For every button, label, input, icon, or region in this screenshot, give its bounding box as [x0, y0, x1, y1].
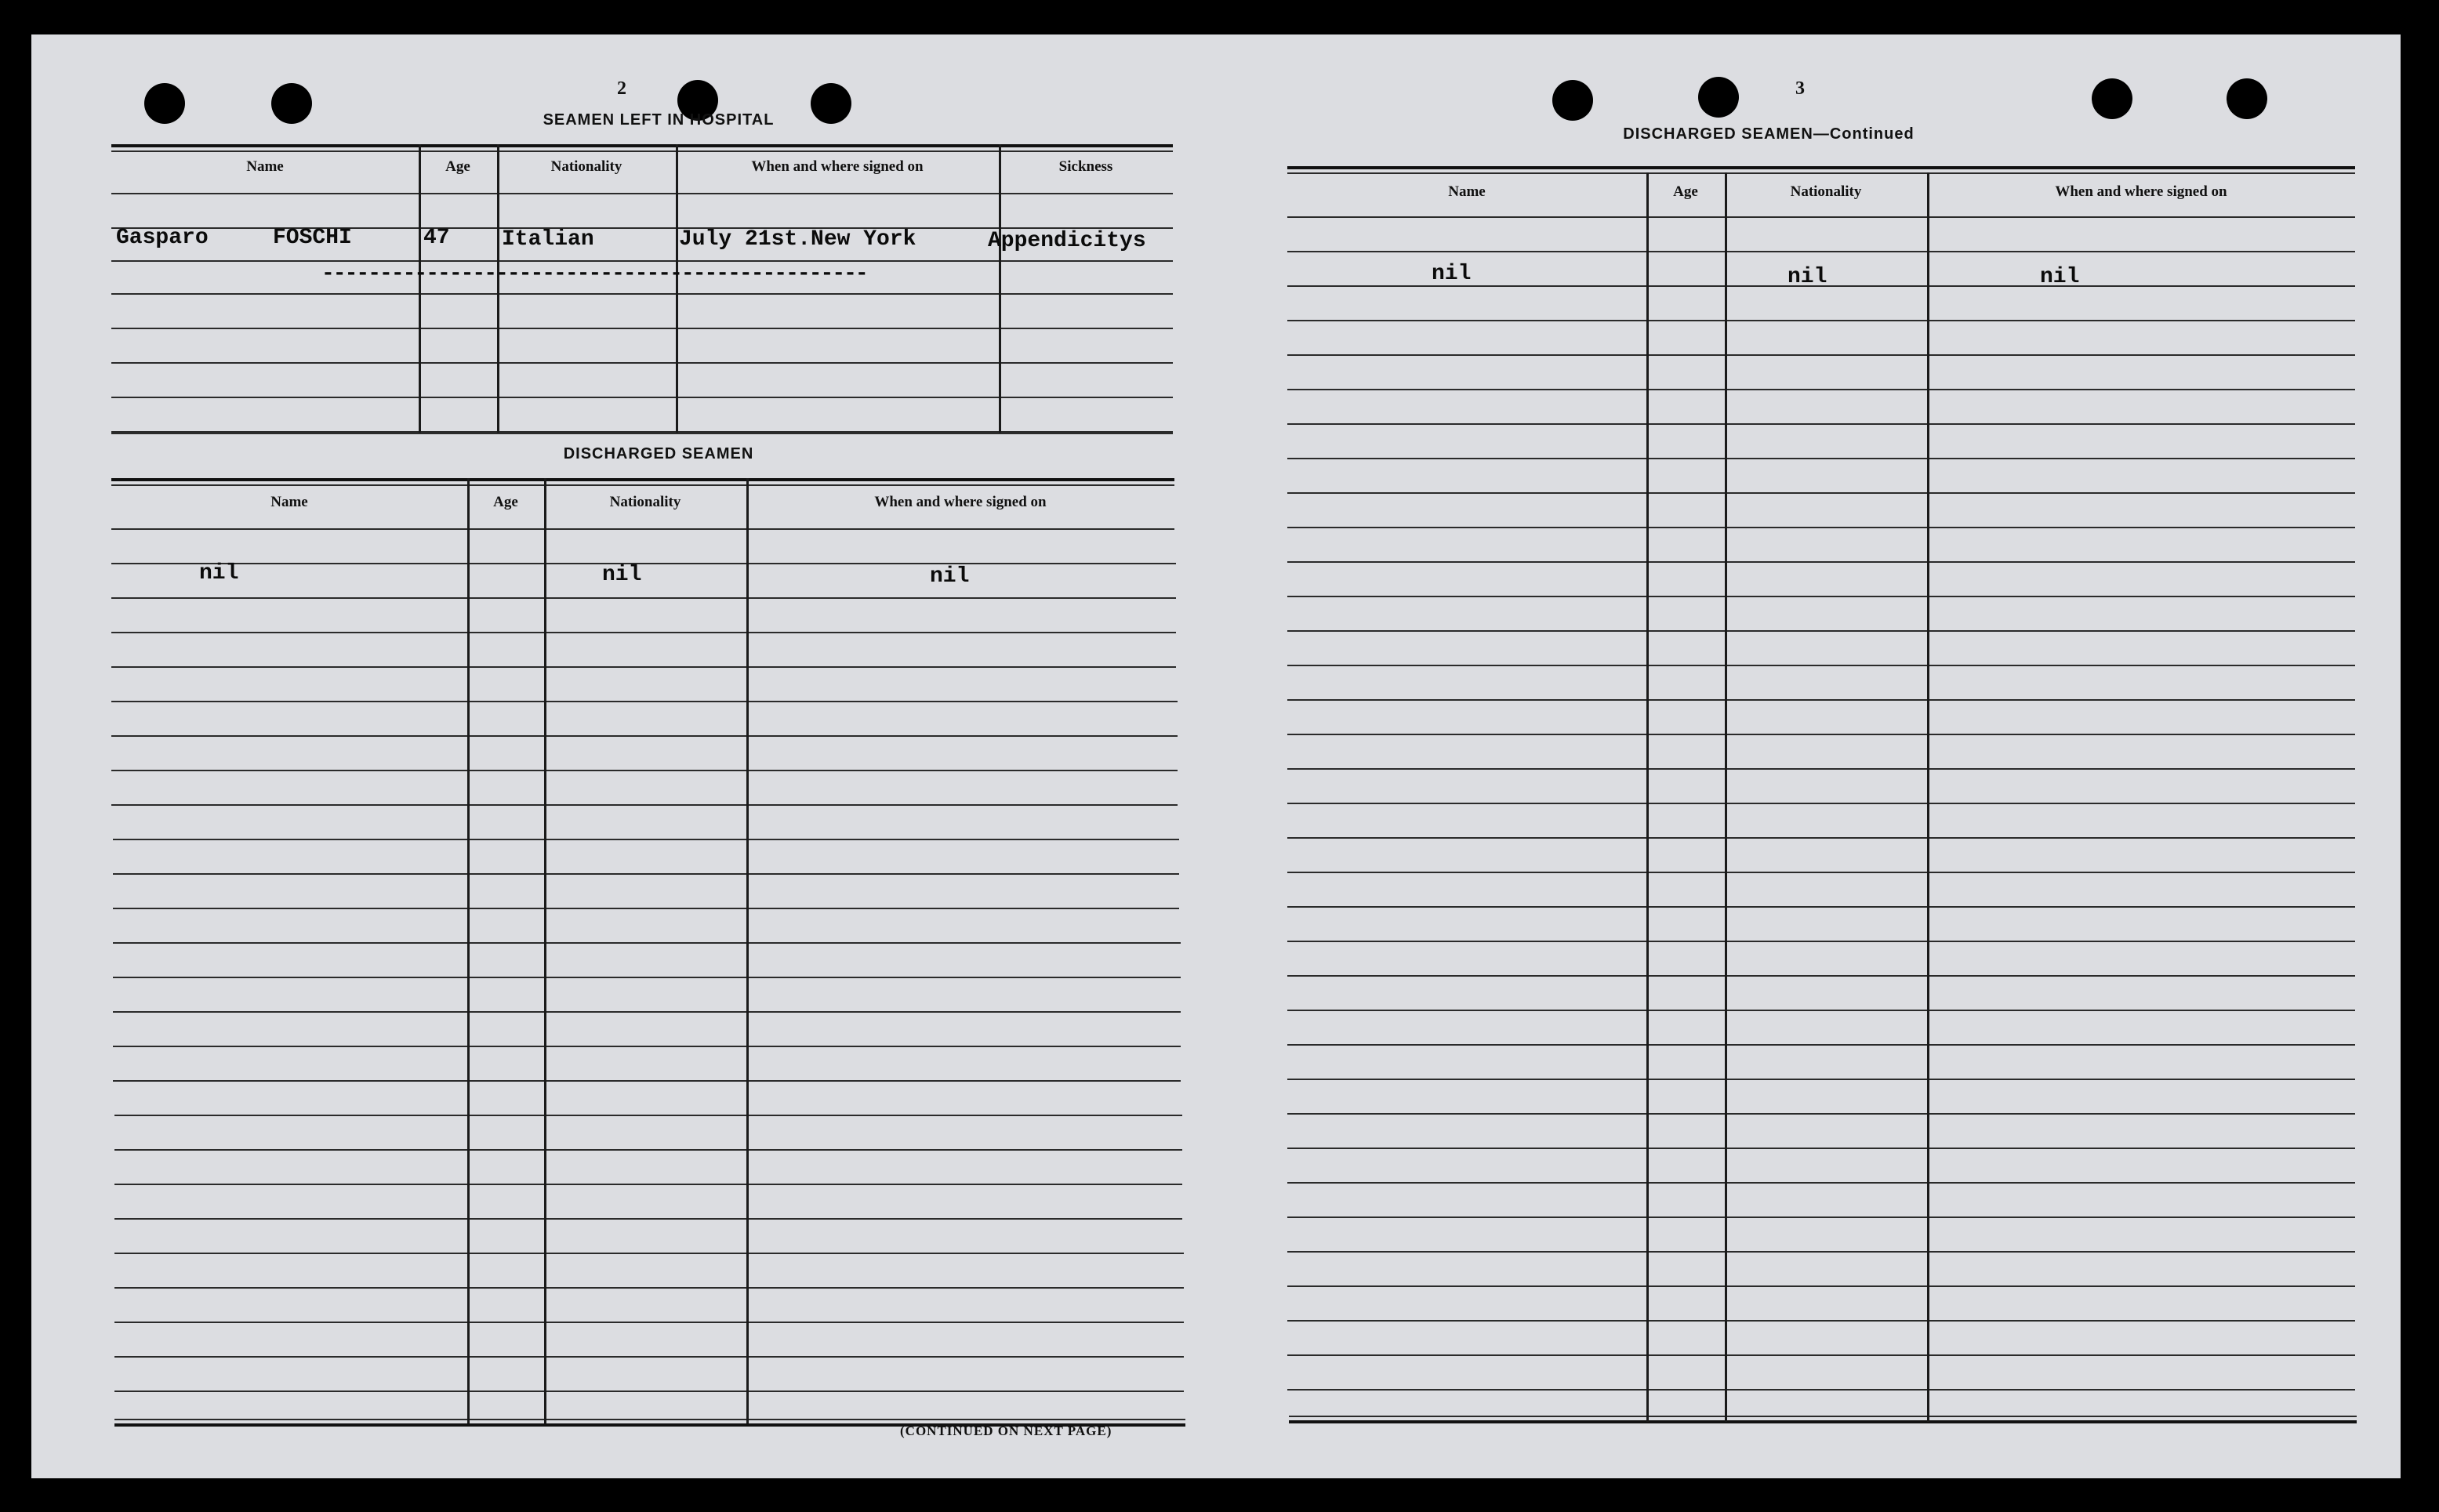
table-rule: [1287, 1216, 2355, 1218]
discharged-signed-on-nil: nil: [930, 564, 970, 589]
table-rule: [113, 873, 1179, 875]
binder-hole: [271, 83, 312, 124]
table-rule: [1287, 734, 2355, 735]
table-rule: [1287, 699, 2355, 701]
page-number: 3: [1795, 78, 1805, 99]
table-rule: [1287, 354, 2355, 356]
seaman-signed-on: July 21st.New York: [679, 227, 916, 252]
table-rule: [113, 977, 1181, 978]
table-rule: [114, 1253, 1184, 1254]
column-divider: [419, 144, 421, 433]
column-header-name: Name: [270, 494, 308, 510]
table-rule: [1287, 906, 2355, 908]
discharged-nationality-nil: nil: [1788, 265, 1827, 289]
table-rule: [114, 1184, 1182, 1185]
table-rule: [111, 563, 1176, 564]
table-rule: [1287, 1148, 2355, 1149]
section-title-discharged: DISCHARGED SEAMEN: [563, 445, 754, 462]
column-header-signed-on: When and where signed on: [2055, 183, 2227, 200]
column-divider: [497, 144, 499, 433]
table-rule: [113, 908, 1179, 909]
column-divider: [999, 144, 1001, 433]
table-rule: [111, 597, 1176, 599]
table-rule: [1287, 837, 2355, 839]
column-header-signed-on: When and where signed on: [751, 158, 924, 175]
column-header-name: Name: [1448, 183, 1486, 200]
table-rule: [114, 1322, 1184, 1323]
table-rule: [1287, 1113, 2355, 1115]
seaman-nationality: Italian: [502, 227, 594, 252]
section-title-discharged-continued: DISCHARGED SEAMEN—Continued: [1623, 125, 1915, 143]
column-header-nationality: Nationality: [609, 494, 681, 510]
table-rule: [1287, 1010, 2355, 1011]
column-header-age: Age: [1673, 183, 1698, 200]
table-rule: [1287, 1251, 2355, 1253]
table-top-rule: [111, 144, 1173, 147]
table-bottom-rule: [1289, 1420, 2357, 1423]
table-rule: [1287, 768, 2355, 770]
table-rule: [1287, 458, 2355, 459]
column-divider: [544, 478, 546, 1423]
binder-hole: [1552, 80, 1593, 121]
table-rule: [111, 484, 1174, 486]
table-rule: [113, 1011, 1181, 1013]
table-rule: [1287, 320, 2355, 321]
table-rule: [1287, 389, 2355, 390]
table-rule: [111, 328, 1173, 329]
table-rule: [114, 1391, 1184, 1392]
table-rule: [111, 770, 1178, 771]
binder-hole: [2092, 78, 2132, 119]
binder-hole: [2227, 78, 2267, 119]
table-rule: [111, 528, 1174, 530]
table-rule: [111, 193, 1173, 194]
column-header-nationality: Nationality: [1790, 183, 1862, 200]
table-rule: [1287, 423, 2355, 425]
table-rule: [1287, 872, 2355, 873]
table-top-rule: [111, 478, 1174, 481]
binder-hole: [144, 83, 185, 124]
discharged-name-nil: nil: [199, 561, 239, 586]
column-divider: [746, 478, 749, 1423]
table-rule: [114, 1287, 1184, 1289]
discharged-signed-on-nil: nil: [2040, 265, 2080, 289]
table-rule: [1289, 1416, 2357, 1417]
continued-note: (CONTINUED ON NEXT PAGE): [900, 1423, 1112, 1438]
table-rule: [1287, 1182, 2355, 1184]
binder-hole: [1698, 77, 1739, 118]
table-rule: [1287, 941, 2355, 942]
table-rule: [114, 1419, 1185, 1420]
table-rule: [1287, 561, 2355, 563]
table-rule: [114, 1356, 1184, 1358]
table-rule: [111, 293, 1173, 295]
column-header-age: Age: [493, 494, 518, 510]
table-rule: [1287, 665, 2355, 666]
page-number: 2: [617, 78, 626, 99]
table-rule: [1287, 1389, 2355, 1391]
table-rule: [114, 1115, 1182, 1116]
table-rule: [113, 839, 1179, 840]
table-rule: [113, 1046, 1181, 1047]
table-rule: [1287, 975, 2355, 977]
column-header-sickness: Sickness: [1058, 158, 1113, 175]
table-rule: [1287, 527, 2355, 528]
table-rule: [111, 433, 1173, 434]
table-top-rule: [1287, 166, 2355, 169]
table-rule: [111, 632, 1176, 633]
table-rule: [111, 150, 1173, 152]
table-rule: [1287, 630, 2355, 632]
seaman-last-name: FOSCHI: [273, 226, 352, 250]
table-rule: [1287, 1320, 2355, 1322]
column-header-signed-on: When and where signed on: [874, 494, 1047, 510]
table-rule: [111, 804, 1178, 806]
column-header-age: Age: [445, 158, 470, 175]
discharged-name-nil: nil: [1432, 262, 1472, 286]
table-rule: [111, 362, 1173, 364]
column-header-name: Name: [246, 158, 284, 175]
table-rule: [1287, 1285, 2355, 1287]
column-divider: [1927, 172, 1929, 1422]
column-divider: [1646, 172, 1649, 1422]
document-spread: [31, 34, 2401, 1478]
table-rule: [1287, 1354, 2355, 1356]
column-header-nationality: Nationality: [550, 158, 622, 175]
table-rule: [1287, 172, 2355, 174]
discharged-nationality-nil: nil: [602, 563, 642, 587]
table-rule: [114, 1149, 1182, 1151]
seaman-first-name: Gasparo: [116, 226, 209, 250]
table-rule: [111, 735, 1178, 737]
column-divider: [1725, 172, 1727, 1422]
table-rule: [114, 1218, 1182, 1220]
table-rule: [1287, 492, 2355, 494]
table-rule: [1287, 803, 2355, 804]
table-rule: [1287, 216, 2355, 218]
cancel-line: -----------------------------------------------: [321, 262, 867, 286]
table-rule: [113, 1080, 1181, 1082]
column-divider: [467, 478, 470, 1423]
seaman-age: 47: [423, 226, 450, 250]
table-rule: [1287, 251, 2355, 252]
table-rule: [113, 942, 1181, 944]
table-rule: [1287, 1079, 2355, 1080]
table-rule: [1287, 596, 2355, 597]
table-rule: [111, 397, 1173, 398]
section-title-hospital: SEAMEN LEFT IN HOSPITAL: [543, 111, 775, 129]
table-rule: [111, 666, 1176, 668]
table-rule: [111, 701, 1178, 702]
table-rule: [1287, 1044, 2355, 1046]
column-divider: [676, 144, 678, 433]
seaman-sickness: Appendicitys: [988, 229, 1146, 253]
